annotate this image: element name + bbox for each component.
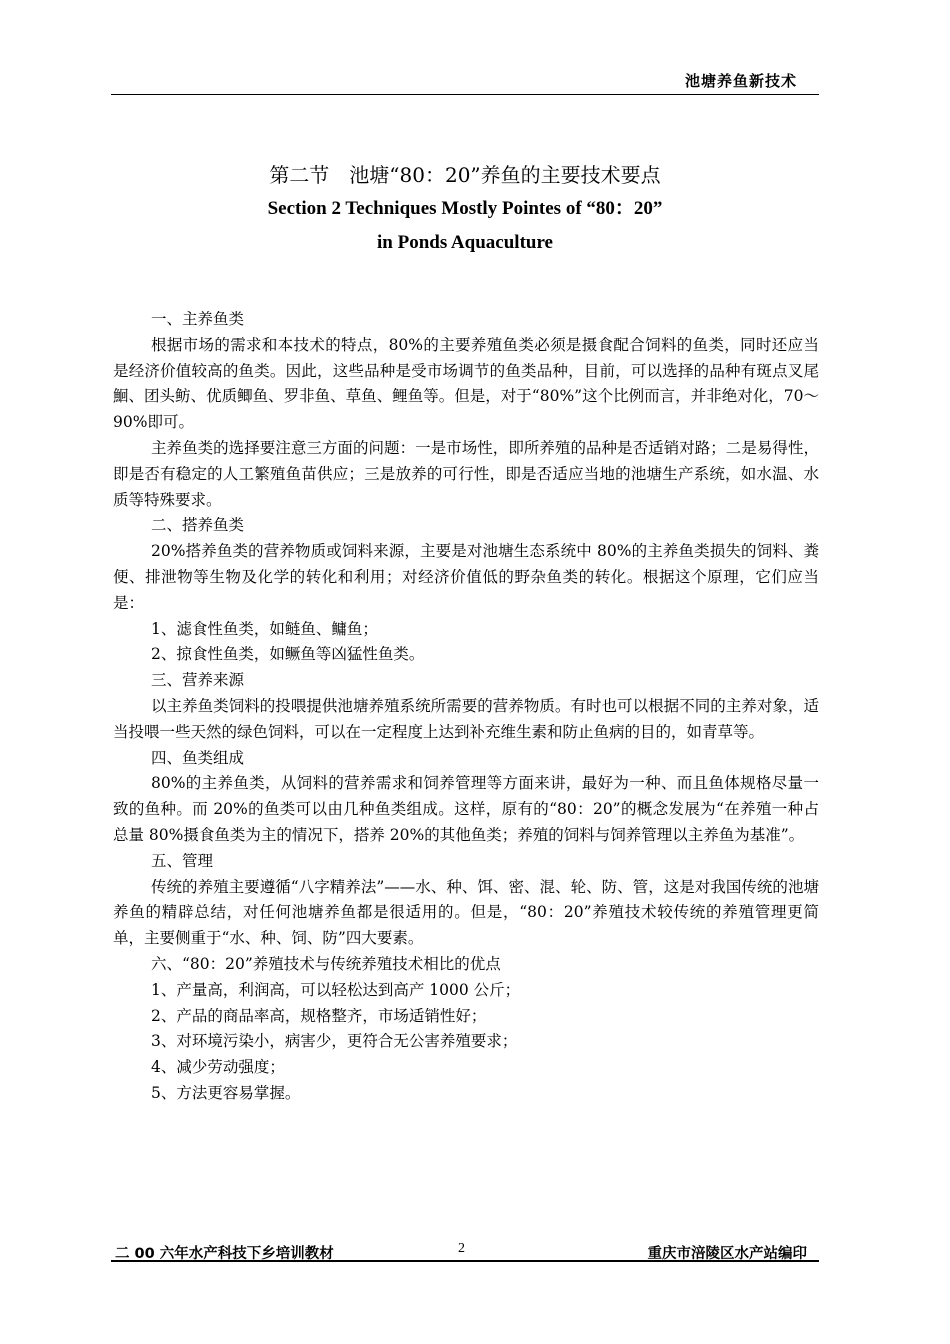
list-item: 二、搭养鱼类 xyxy=(151,516,245,535)
section-title-english-line2: in Ponds Aquaculture xyxy=(377,232,553,253)
list-item: 1、产量高，利润高，可以轻松达到高产 1000 公斤； xyxy=(151,980,521,999)
section-title-block xyxy=(111,158,819,260)
paragraph: 以主养鱼类饲料的投喂提供池塘养殖系统所需要的营养物质。有时也可以根据不同的主养对象，适当投喂一些天然的绿色饲料，可以在一定程度上达到补充维生素和防止鱼病的目的，如青草等。 xyxy=(113,696,819,741)
footer-publication: 二 00 六年水产科技下乡培训教材 xyxy=(115,1246,334,1262)
paragraph: 传统的养殖主要遵循“八字精养法”——水、种、饵、密、混、轮、防、管，这是对我国传统的池塘养鱼的精辟总结，对任何池塘养鱼都是很适用的。但是，“80：20”养殖技术较传统的养殖管理更简单，主要侧重于“水、种、饲、防”四大要素。 xyxy=(113,877,819,948)
list-item: 三、营养来源 xyxy=(151,671,245,690)
paragraph: 主养鱼类的选择要注意三方面的问题：一是市场性，即所养殖的品种是否适销对路；二是易得性，即是否有稳定的人工繁殖鱼苗供应；三是放养的可行性，即是否适应当地的池塘生产系统，如水温、水质等特殊要求。 xyxy=(113,438,819,509)
list-item: 2、掠食性鱼类，如鳜鱼等凶猛性鱼类。 xyxy=(151,645,425,664)
page-footer xyxy=(111,1238,819,1262)
list-item: 五、管理 xyxy=(151,851,214,870)
paragraph: 80%的主养鱼类，从饲料的营养需求和饲养管理等方面来讲，最好为一种、而且鱼体规格尽量一致的鱼种。而 20%的鱼类可以由几种鱼类组成。这样，原有的“80：20”的概念发展为“在养殖一种占总量 80%摄食鱼类为主的情况下，搭养 20%的其他鱼类；养殖的饲料与饲养管理以主养鱼为基准”。 xyxy=(113,774,819,844)
section-title-english-line1: Section 2 Techniques Mostly Pointes of “80：20” xyxy=(267,198,663,219)
list-item: 4、减少劳动强度； xyxy=(151,1058,285,1077)
list-item: 一、主养鱼类 xyxy=(151,310,245,328)
page-header xyxy=(111,66,819,95)
page-number: 2 xyxy=(458,1241,465,1256)
list-item: 六、“80：20”养殖技术与传统养殖技术相比的优点 xyxy=(151,954,501,973)
footer-publisher: 重庆市涪陵区水产站编印 xyxy=(647,1246,807,1262)
paragraph: 20%搭养鱼类的营养物质或饲料来源，主要是对池塘生态系统中 80%的主养鱼类损失的饲料、粪便、排泄物等生物及化学的转化和利用；对经济价值低的野杂鱼类的转化。根据这个原理，它们应当是： xyxy=(113,542,819,612)
header-title: 池塘养鱼新技术 xyxy=(684,72,797,90)
list-item: 2、产品的商品率高，规格整齐，市场适销性好； xyxy=(151,1006,487,1025)
list-item: 1、滤食性鱼类，如鲢鱼、鳙鱼； xyxy=(151,619,378,638)
list-item: 3、对环境污染小，病害少，更符合无公害养殖要求； xyxy=(151,1032,518,1051)
list-item: 四、鱼类组成 xyxy=(151,748,245,767)
body-text xyxy=(113,307,819,1107)
section-title-chinese: 第二节 池塘“80：20”养鱼的主要技术要点 xyxy=(269,163,661,187)
paragraph: 根据市场的需求和本技术的特点，80%的主要养殖鱼类必须是摄食配合饲料的鱼类，同时还应当是经济价值较高的鱼类。因此，这些品种是受市场调节的鱼类品种，目前，可以选择的品种有斑点叉尾鮰、团头鲂、优质鲫鱼、罗非鱼、草鱼、鲤鱼等。但是，对于“80%”这个比例而言，并非绝对化，70～90%即可。 xyxy=(113,335,819,432)
list-item: 5、方法更容易掌握。 xyxy=(151,1083,301,1102)
